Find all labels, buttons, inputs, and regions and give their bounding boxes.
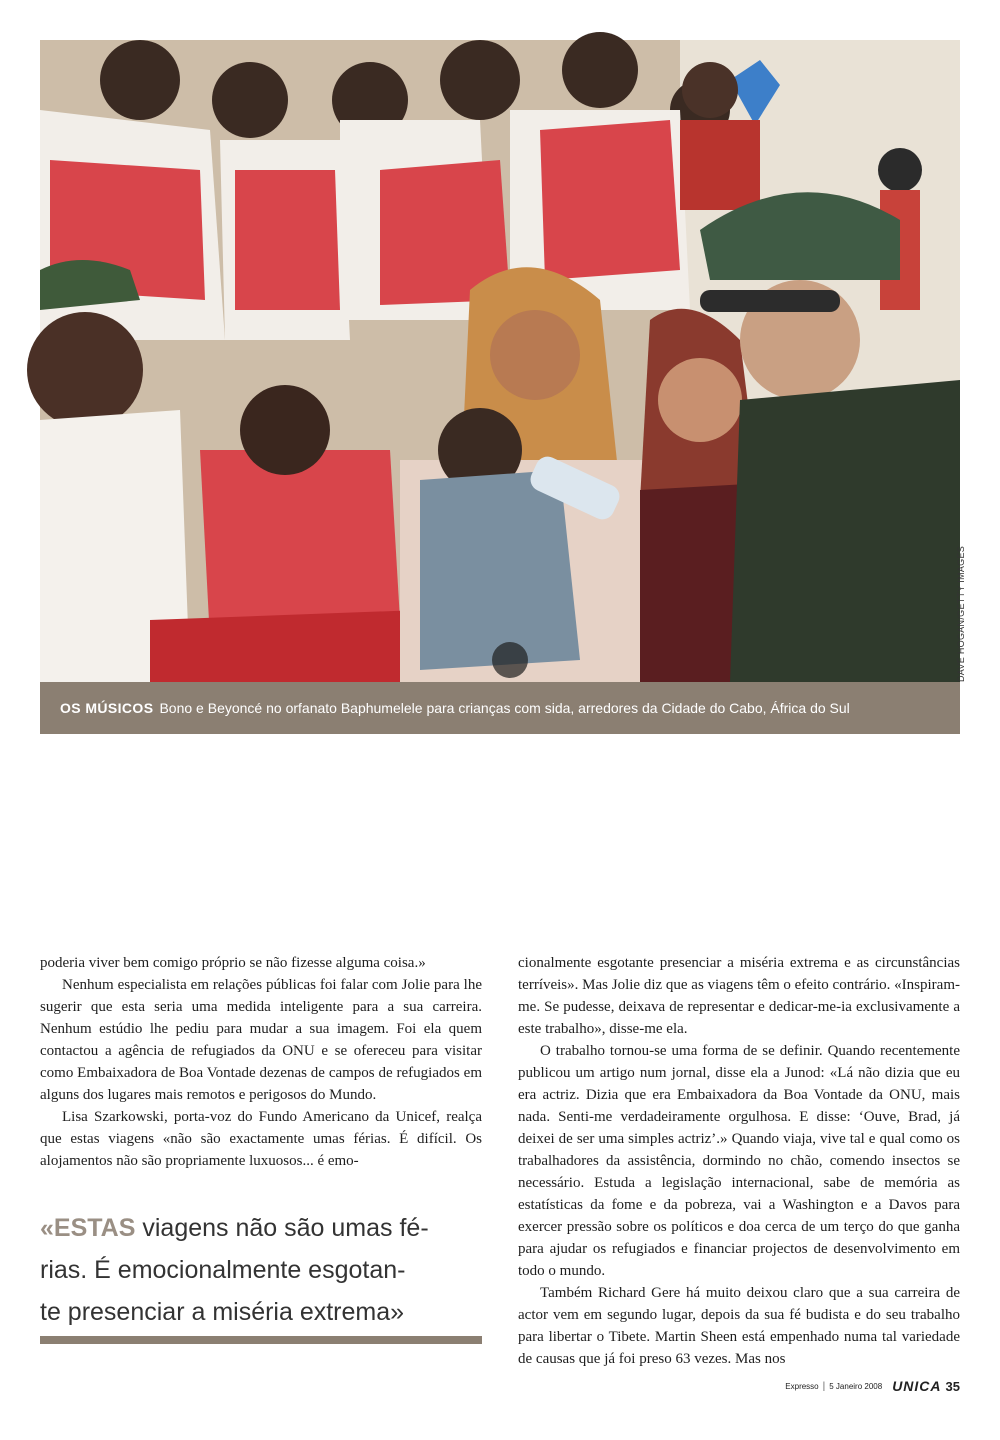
pull-quote: [40, 1207, 482, 1333]
article-paragraph: O trabalho tornou-se uma forma de se definir. Quando recentemente publicou um artigo num jornal, disse ela a Junod: «Lá não dizia que eu era actriz. Dizia que era Embaixadora da Boa Vontade da ONU, mais nada. Senti-me verdadeiramente orgulhosa. E disse: ‘Ouve, Brad, já deixei de ser uma simples actriz’.» Quando viaja, vive tal e qual como os trabalhadores da assistência, dormindo no chão, comendo insectos se necessário. Estuda a legislação internacional, sabe de memória as estatísticas da fome e da pobreza, vai a Washington e a Davos para exercer pressão sobre os políticos e doa cerca de um terço do que ganha para ajudar os refugiados e financiar projectos de desenvolvimento em todo o mundo.: [518, 1043, 960, 1279]
footer-date: 5 Janeiro 2008: [829, 1381, 883, 1391]
footer-separator: |: [822, 1380, 826, 1392]
footer-publication: Expresso: [785, 1381, 819, 1391]
footer-magazine-logo: UNICA: [892, 1378, 942, 1394]
page-footer: [785, 1376, 960, 1396]
page-number: 35: [945, 1378, 960, 1394]
photo-illustration: [40, 40, 960, 682]
article-photo: [40, 40, 960, 682]
article-paragraph: Nenhum especialista em relações públicas foi falar com Jolie para lhe sugerir que esta seria uma medida inteligente para a sua carreira. Nenhum estúdio lhe pediu para mudar a sua imagem. Foi ela quem contactou a agência de refugiados da ONU e se ofereceu para visitar como Embaixadora de Boa Vontade dezenas de campos de refugiados em alguns dos lugares mais remotos e perigosos do Mundo.: [40, 977, 482, 1103]
article-paragraph: Também Richard Gere há muito deixou claro que a sua carreira de actor vem em segundo lugar, depois da sua fé budista e do seu trabalho para libertar o Tibete. Martin Sheen está empenhado numa tal variedade de causas que já foi preso 63 vezes. Mas nos: [518, 1285, 960, 1367]
article-column-left: [40, 952, 482, 1169]
article-paragraph: cionalmente esgotante presenciar a miséria extrema e as circunstâncias terríveis». Mas Jolie diz que as viagens têm o efeito contrário. «Inspiram-me. Se pudesse, deixava de representar e dedicar-me-ia exclusivamente a este trabalho», disse-me ela.: [518, 955, 960, 1037]
pull-quote-line: rias. É emocionalmente esgotan-: [40, 1256, 406, 1284]
pull-quote-lead: «ESTAS: [40, 1214, 136, 1242]
photo-credit: DAVE HOGAN/GETTY IMAGES: [956, 545, 966, 682]
article-paragraph: Lisa Szarkowski, porta-voz do Fundo Americano da Unicef, realça que estas viagens «não são exactamente umas férias. É difícil. Os alojamentos não são propriamente luxuosos... é emo-: [40, 1109, 482, 1169]
article-paragraph: poderia viver bem comigo próprio se não fizesse alguma coisa.»: [40, 955, 426, 971]
pull-quote-rule: [40, 1336, 482, 1344]
caption-lead: OS MÚSICOS: [60, 700, 154, 716]
caption-text: Bono e Beyoncé no orfanato Baphumelele para crianças com sida, arredores da Cidade do Cabo, África do Sul: [159, 700, 850, 716]
pull-quote-line: viagens não são umas fé-: [142, 1214, 429, 1242]
pull-quote-line: te presenciar a miséria extrema»: [40, 1298, 405, 1326]
article-column-right: [518, 952, 960, 1367]
photo-caption: [40, 682, 960, 734]
